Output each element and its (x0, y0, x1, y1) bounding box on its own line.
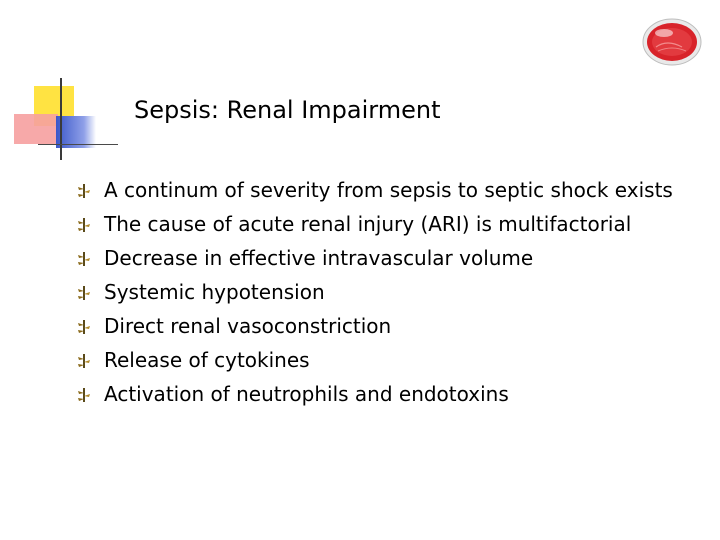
bullet-item (76, 246, 696, 271)
petri-dish-icon (642, 17, 702, 67)
bullet-item (76, 280, 696, 305)
bullet-item (76, 382, 696, 407)
bullet-item (76, 212, 696, 237)
bullet-text: Systemic hypotension (104, 280, 325, 304)
bullet-text: Release of cytokines (104, 348, 310, 372)
bullet-text: A continum of severity from sepsis to septic shock exists (104, 178, 673, 202)
bullet-item (76, 314, 696, 339)
decor-pink-square (14, 114, 58, 144)
slide-title: Sepsis: Renal Impairment (134, 96, 441, 124)
plant-bullet-icon (76, 387, 92, 403)
bullet-text: Activation of neutrophils and endotoxins (104, 382, 509, 406)
bullet-item (76, 178, 696, 203)
plant-bullet-icon (76, 251, 92, 267)
plant-bullet-icon (76, 183, 92, 199)
plant-bullet-icon (76, 217, 92, 233)
plant-bullet-icon (76, 285, 92, 301)
bullet-text: Direct renal vasoconstriction (104, 314, 392, 338)
plant-bullet-icon (76, 353, 92, 369)
plant-bullet-icon (76, 319, 92, 335)
decor-horizontal-line (38, 144, 118, 145)
bullet-item (76, 348, 696, 373)
bullet-text: The cause of acute renal injury (ARI) is multifactorial (104, 212, 632, 236)
decor-vertical-line (60, 78, 62, 160)
bullet-text: Decrease in effective intravascular volume (104, 246, 534, 270)
bullet-list (76, 178, 696, 416)
